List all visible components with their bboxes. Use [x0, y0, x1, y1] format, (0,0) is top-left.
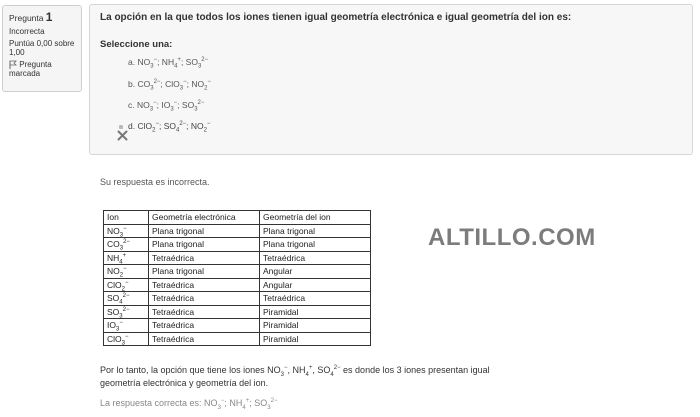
- conclusion-text: Por lo tanto, la opción que tiene los iones $NO_3^-$, $NH_4^+$, $SO_4^{2-}$ es donde los 3 iones presentan igual geometría electrónica y geometría del ion.: [100, 365, 490, 388]
- option-letter: c.: [128, 100, 135, 110]
- table-header: Ion: [104, 211, 149, 225]
- option-c[interactable]: [128, 100, 205, 113]
- table-cell: Tetraédrica: [149, 251, 260, 265]
- table-cell: Tetraédrica: [149, 278, 260, 292]
- option-letter: d.: [128, 121, 136, 131]
- table-row: [104, 238, 371, 252]
- table-cell: Plana trigonal: [149, 224, 260, 238]
- option-letter: b.: [128, 79, 136, 89]
- table-row: [104, 265, 371, 279]
- question-number: 1: [45, 10, 53, 24]
- ion-cell: $NO_3^-$: [104, 224, 149, 238]
- table-cell: Tetraédrica: [149, 292, 260, 306]
- ion-cell: $NH_4^+$: [104, 251, 149, 265]
- select-prompt: Seleccione una:: [100, 39, 173, 50]
- table-header-row: [104, 211, 371, 225]
- ion-cell: $NO_2^-$: [104, 265, 149, 279]
- table-header: Geometría electrónica: [149, 211, 260, 225]
- option-a[interactable]: [128, 57, 209, 70]
- ion-cell: $SO_4^{2-}$: [104, 292, 149, 306]
- ion-cell: $SO_3^{2-}$: [104, 305, 149, 319]
- correct-answer: La respuesta correcta es: $NO_3^-$; $NH_4^+$; $SO_3^{2-}$: [100, 398, 278, 411]
- option-d[interactable]: [128, 121, 211, 134]
- question-heading: [9, 10, 75, 24]
- table-cell: Piramidal: [260, 305, 371, 319]
- table-cell: Angular: [260, 278, 371, 292]
- table-cell: Plana trigonal: [149, 238, 260, 252]
- question-text: La opción en la que todos los iones tienen igual geometría electrónica e igual geometría del ion es:: [100, 12, 572, 23]
- table-cell: Tetraédrica: [149, 305, 260, 319]
- table-header: Geometría del ion: [260, 211, 371, 225]
- flag-label: Pregunta marcada: [9, 60, 52, 78]
- ion-cell: $IO_3^-$: [104, 319, 149, 333]
- table-cell: Piramidal: [260, 319, 371, 333]
- selected-radio[interactable]: [119, 125, 123, 129]
- table-row: [104, 319, 371, 333]
- ion-cell: $CO_3^{2-}$: [104, 238, 149, 252]
- table-cell: Tetraédrica: [260, 251, 371, 265]
- ion-cell: ClO$_2$−: [104, 278, 149, 292]
- table-cell: Piramidal: [260, 332, 371, 346]
- question-label: Pregunta: [9, 13, 44, 23]
- feedback-text: Su respuesta es incorrecta.: [100, 177, 210, 187]
- question-content: [89, 4, 693, 155]
- question-score: Puntúa 0,00 sobre 1,00: [9, 39, 75, 57]
- ion-cell: ClO$_3$−: [104, 332, 149, 346]
- table-row: [104, 305, 371, 319]
- table-cell: Tetraédrica: [260, 292, 371, 306]
- flag-question[interactable]: [9, 60, 75, 78]
- flag-icon: [9, 60, 17, 69]
- table-row: [104, 292, 371, 306]
- question-status: Incorrecta: [9, 27, 45, 36]
- table-row: [104, 224, 371, 238]
- table-row: [104, 278, 371, 292]
- watermark-logo: ALTILLO.COM: [428, 224, 596, 251]
- option-text: $CO_3^{2-}$; ClO$_3$−; $NO_2^-$: [137, 79, 211, 92]
- question-info-panel: [2, 5, 82, 92]
- table-row: [104, 251, 371, 265]
- table-cell: Angular: [260, 265, 371, 279]
- option-b[interactable]: [128, 79, 211, 92]
- incorrect-x-icon: [117, 130, 128, 141]
- option-text: $NO_3^-$; $NH_4^+$; $SO_3^{2-}$: [137, 57, 209, 70]
- option-text: ClO$_2$−; $SO_4^{2-}$; $NO_2^-$: [137, 121, 211, 134]
- table-cell: Plana trigonal: [260, 224, 371, 238]
- table-row: [104, 332, 371, 346]
- table-cell: Tetraédrica: [149, 319, 260, 333]
- table-cell: Plana trigonal: [260, 238, 371, 252]
- ion-geometry-table: [103, 210, 371, 346]
- table-cell: Plana trigonal: [149, 265, 260, 279]
- option-letter: a.: [128, 57, 136, 67]
- option-text: $NO_3^-$; $IO_3^-$; $SO_3^{2-}$: [137, 100, 205, 113]
- table-cell: Tetraédrica: [149, 332, 260, 346]
